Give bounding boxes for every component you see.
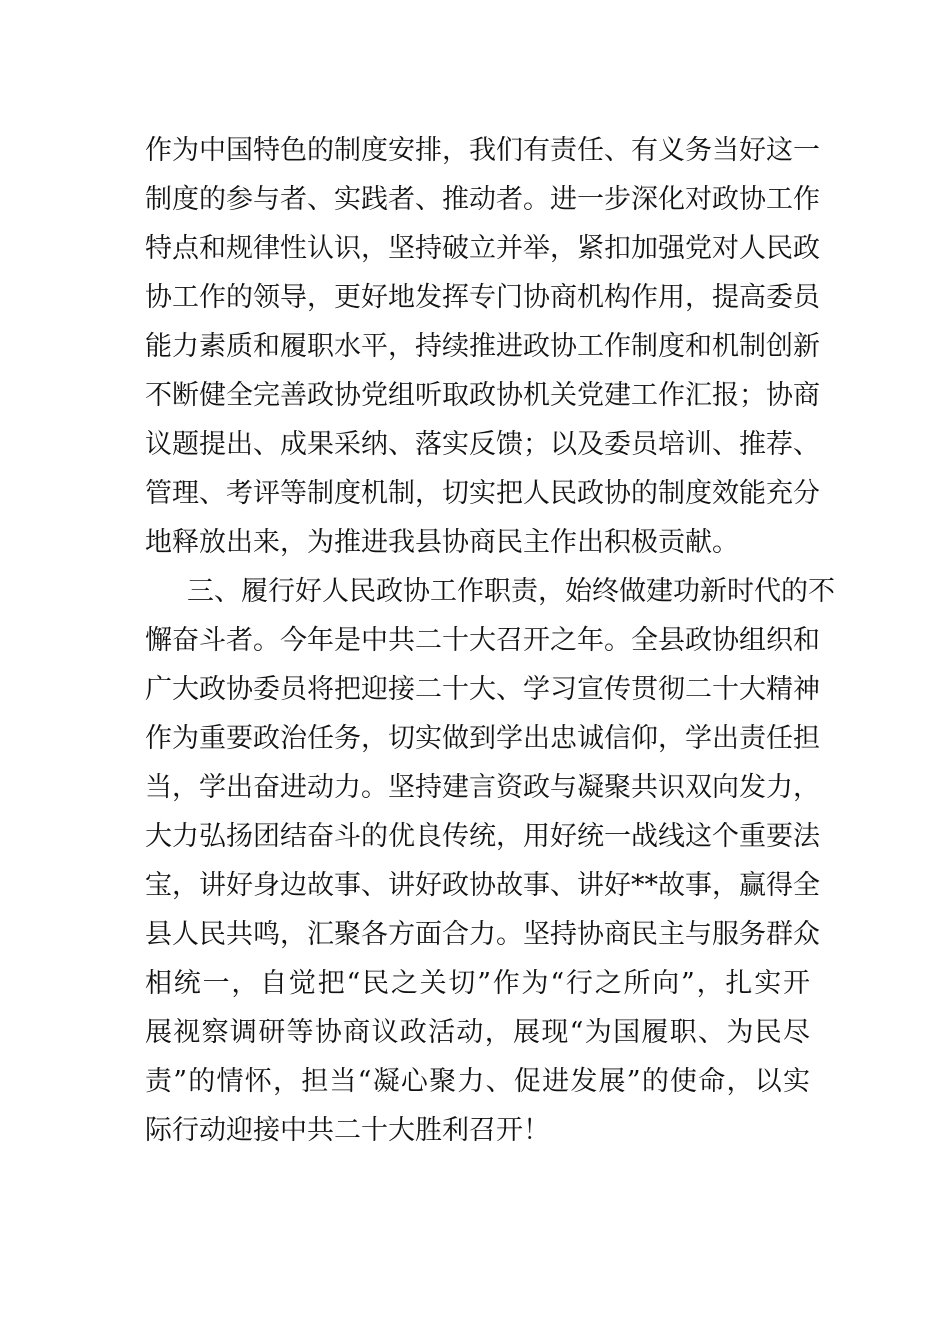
text-line: 管理、考评等制度机制，切实把人民政协的制度效能充分 bbox=[145, 478, 820, 509]
section-heading-line: 三、履行好人民政协工作职责，始终做建功新时代的不 bbox=[187, 576, 835, 607]
text-line: 协工作的领导，更好地发挥专门协商机构作用，提高委员 bbox=[145, 282, 820, 313]
text-line: 广大政协委员将把迎接二十大、学习宣传贯彻二十大精神 bbox=[145, 674, 820, 705]
text-line: 际行动迎接中共二十大胜利召开！ bbox=[145, 1115, 550, 1146]
text-line: 制度的参与者、实践者、推动者。进一步深化对政协工作 bbox=[145, 184, 820, 215]
text-line: 作为重要政治任务，切实做到学出忠诚信仰，学出责任担 bbox=[145, 723, 820, 754]
text-line: 宝，讲好身边故事、讲好政协故事、讲好**故事，赢得全 bbox=[145, 870, 820, 901]
text-line: 县人民共鸣，汇聚各方面合力。坚持协商民主与服务群众 bbox=[145, 919, 820, 950]
text-line: 展视察调研等协商议政活动，展现“为国履职、为民尽 bbox=[145, 1017, 810, 1048]
text-line: 相统一，自觉把“民之关切”作为“行之所向”，扎实开 bbox=[145, 968, 810, 999]
text-line: 议题提出、成果采纳、落实反馈；以及委员培训、推荐、 bbox=[145, 429, 820, 460]
text-line: 作为中国特色的制度安排，我们有责任、有义务当好这一 bbox=[145, 135, 820, 166]
text-line: 地释放出来，为推进我县协商民主作出积极贡献。 bbox=[145, 527, 739, 558]
text-line: 懈奋斗者。今年是中共二十大召开之年。全县政协组织和 bbox=[145, 625, 820, 656]
text-line: 特点和规律性认识，坚持破立并举，紧扣加强党对人民政 bbox=[145, 233, 820, 264]
text-line: 大力弘扬团结奋斗的优良传统，用好统一战线这个重要法 bbox=[145, 821, 820, 852]
body-text bbox=[145, 126, 835, 1155]
text-line: 当，学出奋进动力。坚持建言资政与凝聚共识双向发力， bbox=[145, 772, 820, 803]
text-line: 责”的情怀，担当“凝心聚力、促进发展”的使命，以实 bbox=[145, 1066, 810, 1097]
text-line: 不断健全完善政协党组听取政协机关党建工作汇报；协商 bbox=[145, 380, 820, 411]
text-line: 能力素质和履职水平，持续推进政协工作制度和机制创新 bbox=[145, 331, 820, 362]
